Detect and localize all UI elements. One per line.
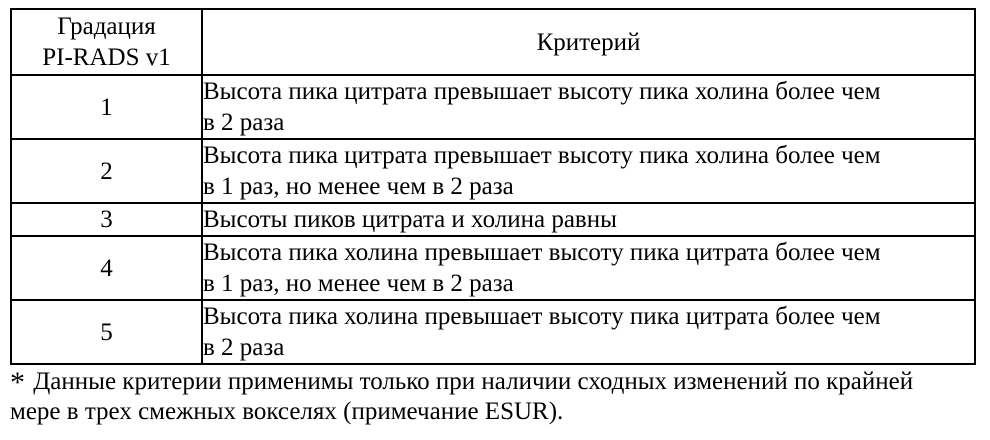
footnote [10, 365, 980, 427]
footnote-line [10, 365, 980, 397]
criterion-line: в 2 раза [203, 109, 285, 136]
footnote-text: Данные критерии применимы только при наличии сходных изменений по крайней [33, 368, 914, 395]
grade-cell: 2 [11, 139, 202, 203]
table-row [11, 75, 975, 139]
table-header-row [11, 9, 975, 75]
header-criterion: Критерий [202, 9, 975, 75]
header-grade [11, 9, 202, 75]
criterion-line: в 1 раз, но менее чем в 2 раза [203, 270, 514, 297]
footnote-marker: * [10, 366, 25, 399]
table-row [11, 139, 975, 203]
grade-cell: 4 [11, 236, 202, 300]
grade-cell: 1 [11, 75, 202, 139]
grade-cell: 3 [11, 203, 202, 236]
criterion-cell [202, 300, 975, 364]
criterion-line: в 1 раз, но менее чем в 2 раза [203, 173, 514, 200]
criterion-line: Высота пика холина превышает высоту пика цитрата более чем [203, 303, 881, 330]
footnote-line: мере в трех смежных вокселях (примечание ESUR). [10, 398, 564, 425]
table-row [11, 300, 975, 364]
criterion-cell [202, 75, 975, 139]
header-grade-line1: Градация [57, 13, 156, 40]
criterion-line: в 2 раза [203, 334, 285, 361]
table-row [11, 236, 975, 300]
table-row [11, 203, 975, 236]
pi-rads-criteria-table [10, 8, 976, 365]
grade-cell: 5 [11, 300, 202, 364]
header-grade-line2: PI-RADS v1 [42, 44, 171, 71]
criterion-line: Высота пика цитрата превышает высоту пика холина более чем [203, 142, 881, 169]
criterion-line: Высота пика цитрата превышает высоту пика холина более чем [203, 78, 881, 105]
criterion-line: Высоты пиков цитрата и холина равны [203, 206, 617, 233]
criterion-cell [202, 236, 975, 300]
criterion-cell [202, 139, 975, 203]
criterion-line: Высота пика холина превышает высоту пика цитрата более чем [203, 239, 881, 266]
criterion-cell [202, 203, 975, 236]
